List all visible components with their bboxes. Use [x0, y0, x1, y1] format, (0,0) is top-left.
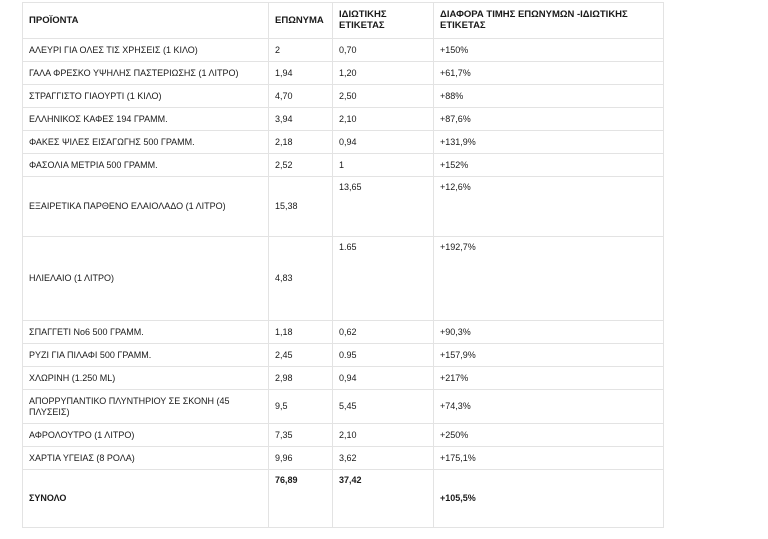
brand-price-cell: 15,38 [269, 177, 333, 237]
product-cell: ΗΛΙΕΛΑΙΟ (1 ΛΙΤΡΟ) [23, 237, 269, 321]
total-row [23, 470, 664, 528]
product-cell: ΣΤΡΑΓΓΙΣΤΟ ΓΙΑΟΥΡΤΙ (1 ΚΙΛΟ) [23, 85, 269, 108]
private-price-cell: 1 [333, 154, 434, 177]
total-brand-price: 76,89 [269, 470, 333, 528]
table-row [23, 108, 664, 131]
brand-price-cell: 2 [269, 39, 333, 62]
header-row [23, 3, 664, 39]
brand-price-cell: 7,35 [269, 424, 333, 447]
product-cell: ΑΛΕΥΡΙ ΓΙΑ ΟΛΕΣ ΤΙΣ ΧΡΗΣΕΙΣ (1 ΚΙΛΟ) [23, 39, 269, 62]
private-price-cell: 2,50 [333, 85, 434, 108]
difference-cell: +175,1% [434, 447, 664, 470]
header-price-difference: ΔΙΑΦΟΡΑ ΤΙΜΗΣ ΕΠΩΝΥΜΩΝ -ΙΔΙΩΤΙΚΗΣ ΕΤΙΚΕΤΑΣ [434, 3, 664, 39]
table-row [23, 131, 664, 154]
table-row [23, 62, 664, 85]
difference-cell: +157,9% [434, 344, 664, 367]
table-row [23, 447, 664, 470]
table-row [23, 424, 664, 447]
product-cell: ΧΛΩΡΙΝΗ (1.250 ML) [23, 367, 269, 390]
private-price-cell: 3,62 [333, 447, 434, 470]
total-difference: +105,5% [434, 470, 664, 528]
product-cell: ΦΑΚΕΣ ΨΙΛΕΣ ΕΙΣΑΓΩΓΗΣ 500 ΓΡΑΜΜ. [23, 131, 269, 154]
product-cell: ΕΛΛΗΝΙΚΟΣ ΚΑΦΕΣ 194 ΓΡΑΜΜ. [23, 108, 269, 131]
difference-cell: +12,6% [434, 177, 664, 237]
difference-cell: +150% [434, 39, 664, 62]
difference-cell: +87,6% [434, 108, 664, 131]
difference-cell: +152% [434, 154, 664, 177]
total-label: ΣΥΝΟΛΟ [23, 470, 269, 528]
table-row [23, 39, 664, 62]
private-price-cell: 13,65 [333, 177, 434, 237]
difference-cell: +88% [434, 85, 664, 108]
private-price-cell: 0,70 [333, 39, 434, 62]
private-price-cell: 5,45 [333, 390, 434, 424]
table-row [23, 344, 664, 367]
table-row [23, 237, 664, 321]
brand-price-cell: 4,83 [269, 237, 333, 321]
brand-price-cell: 2,18 [269, 131, 333, 154]
product-cell: ΧΑΡΤΙΑ ΥΓΕΙΑΣ (8 ΡΟΛΑ) [23, 447, 269, 470]
private-price-cell: 1,20 [333, 62, 434, 85]
private-price-cell: 2,10 [333, 108, 434, 131]
table-row [23, 177, 664, 237]
product-cell: ΕΞΑΙΡΕΤΙΚΑ ΠΑΡΘΕΝΟ ΕΛΑΙΟΛΑΔΟ (1 ΛΙΤΡΟ) [23, 177, 269, 237]
product-cell: ΣΠΑΓΓΕΤΙ Νο6 500 ΓΡΑΜΜ. [23, 321, 269, 344]
product-cell: ΡΥΖΙ ΓΙΑ ΠΙΛΑΦΙ 500 ΓΡΑΜΜ. [23, 344, 269, 367]
brand-price-cell: 3,94 [269, 108, 333, 131]
private-price-cell: 0,94 [333, 131, 434, 154]
private-price-cell: 0,62 [333, 321, 434, 344]
table-row [23, 390, 664, 424]
brand-price-cell: 1,18 [269, 321, 333, 344]
product-cell: ΑΦΡΟΛΟΥΤΡΟ (1 ΛΙΤΡΟ) [23, 424, 269, 447]
table-row [23, 85, 664, 108]
difference-cell: +90,3% [434, 321, 664, 344]
product-cell: ΓΑΛΑ ΦΡΕΣΚΟ ΥΨΗΛΗΣ ΠΑΣΤΕΡΙΩΣΗΣ (1 ΛΙΤΡΟ) [23, 62, 269, 85]
difference-cell: +250% [434, 424, 664, 447]
table-row [23, 154, 664, 177]
brand-price-cell: 9,5 [269, 390, 333, 424]
brand-price-cell: 4,70 [269, 85, 333, 108]
brand-price-cell: 1,94 [269, 62, 333, 85]
difference-cell: +192,7% [434, 237, 664, 321]
brand-price-cell: 9,96 [269, 447, 333, 470]
difference-cell: +131,9% [434, 131, 664, 154]
brand-price-cell: 2,52 [269, 154, 333, 177]
difference-cell: +74,3% [434, 390, 664, 424]
header-private-label: ΙΔΙΩΤΙΚΗΣ ΕΤΙΚΕΤΑΣ [333, 3, 434, 39]
table-row [23, 367, 664, 390]
brand-price-cell: 2,98 [269, 367, 333, 390]
private-price-cell: 0,94 [333, 367, 434, 390]
difference-cell: +217% [434, 367, 664, 390]
product-cell: ΑΠΟΡΡΥΠΑΝΤΙΚΟ ΠΛΥΝΤΗΡΙΟΥ ΣΕ ΣΚΟΝΗ (45 ΠΛΥΣΕΙΣ) [23, 390, 269, 424]
price-comparison-table [22, 2, 664, 528]
table-row [23, 321, 664, 344]
header-product: ΠΡΟΪΟΝΤΑ [23, 3, 269, 39]
product-cell: ΦΑΣΟΛΙΑ ΜΕΤΡΙΑ 500 ΓΡΑΜΜ. [23, 154, 269, 177]
private-price-cell: 0.95 [333, 344, 434, 367]
private-price-cell: 2,10 [333, 424, 434, 447]
difference-cell: +61,7% [434, 62, 664, 85]
header-brand: ΕΠΩΝΥΜΑ [269, 3, 333, 39]
brand-price-cell: 2,45 [269, 344, 333, 367]
total-private-price: 37,42 [333, 470, 434, 528]
private-price-cell: 1.65 [333, 237, 434, 321]
